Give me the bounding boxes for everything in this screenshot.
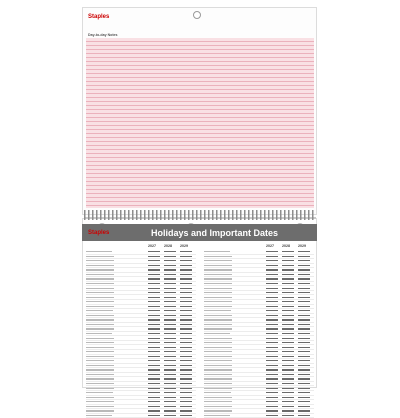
hanging-hole (193, 11, 201, 19)
holiday-column-left (86, 244, 196, 384)
spiral-binding (84, 210, 316, 220)
year-header: 2029 (180, 244, 188, 248)
notes-ruled-area[interactable] (86, 38, 314, 208)
holiday-rows (86, 250, 196, 418)
holidays-title: Holidays and Important Dates (150, 227, 279, 238)
holiday-row (86, 414, 196, 418)
holiday-column-right (204, 244, 314, 384)
holidays-title-band (82, 224, 317, 241)
year-header-row (86, 244, 196, 250)
year-header: 2029 (298, 244, 306, 248)
year-header: 2028 (282, 244, 290, 248)
year-header-row (204, 244, 314, 250)
year-header: 2028 (164, 244, 172, 248)
holiday-rows (204, 250, 314, 418)
notes-title: Day-to-day Notes (88, 33, 118, 37)
holiday-columns (86, 244, 314, 384)
year-header: 2027 (148, 244, 156, 248)
brand-logo-bottom: Staples (88, 230, 110, 236)
holiday-row (204, 414, 314, 418)
brand-logo-top: Staples (88, 14, 110, 20)
year-header: 2027 (266, 244, 274, 248)
